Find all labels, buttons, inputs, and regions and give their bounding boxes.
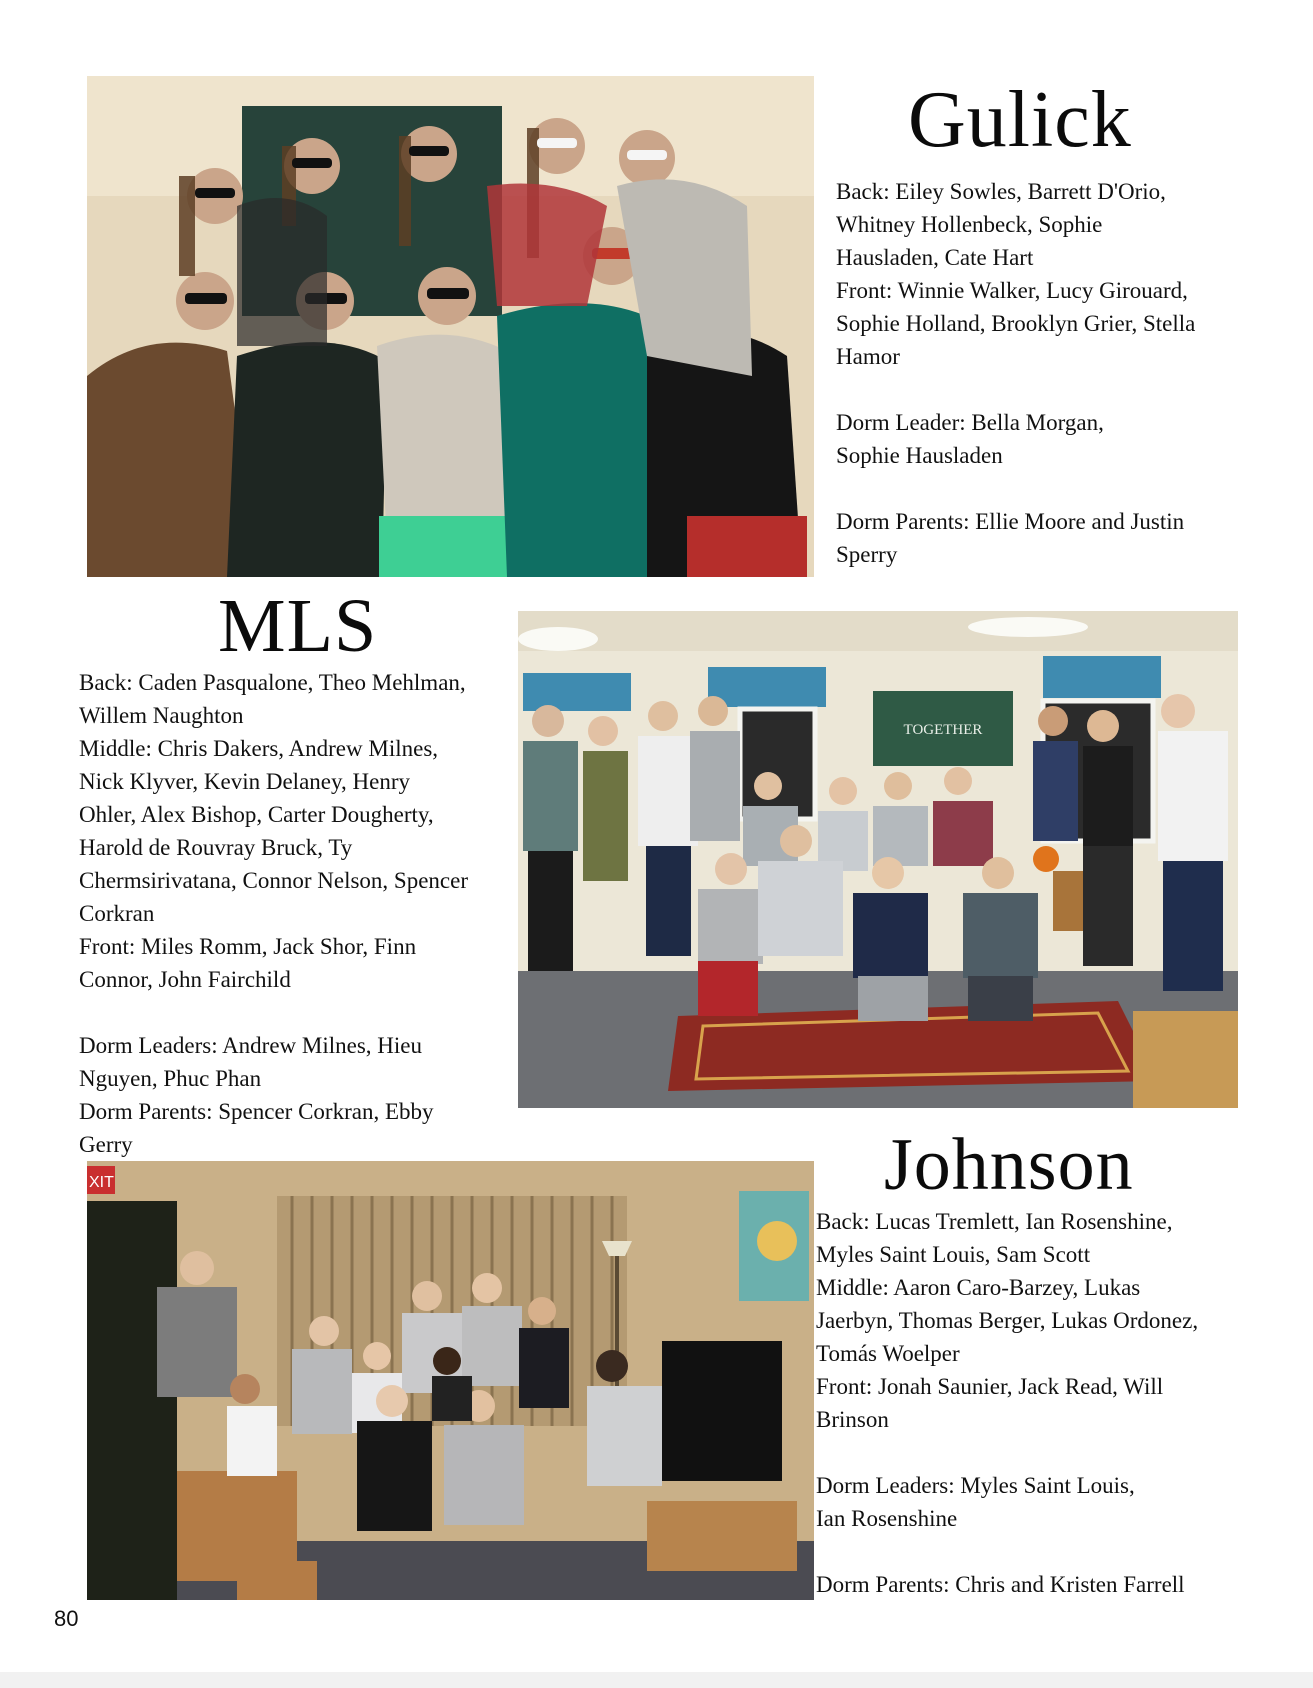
gulick-title: Gulick — [908, 76, 1132, 164]
caption-line: Ohler, Alex Bishop, Carter Dougherty, — [79, 802, 434, 827]
spacer — [836, 472, 1256, 505]
dorm-parents-line: Gerry — [79, 1132, 133, 1157]
johnson-exit-sign-text: XIT — [89, 1174, 114, 1191]
johnson-caption — [816, 1205, 1276, 1601]
caption-line: Tomás Woelper — [816, 1341, 960, 1366]
caption-line: Harold de Rouvray Bruck, Ty — [79, 835, 353, 860]
page-number: 80 — [54, 1606, 79, 1631]
dorm-parents-line: Dorm Parents: Spencer Corkran, Ebby — [79, 1099, 434, 1124]
dorm-leader-line: Dorm Leader: Bella Morgan, — [836, 410, 1104, 435]
gulick-photo — [87, 76, 814, 577]
caption-line: Hausladen, Cate Hart — [836, 245, 1034, 270]
dorm-parents-line: Dorm Parents: Ellie Moore and Justin — [836, 509, 1185, 534]
dorm-leader-line: Dorm Leaders: Myles Saint Louis, — [816, 1473, 1135, 1498]
johnson-photo — [87, 1161, 814, 1600]
caption-line: Back: Caden Pasqualone, Theo Mehlman, — [79, 670, 466, 695]
caption-line: Front: Winnie Walker, Lucy Girouard, — [836, 278, 1188, 303]
johnson-title: Johnson — [884, 1124, 1134, 1206]
mls-caption — [79, 666, 519, 1161]
dorm-parents-line: Sperry — [836, 542, 898, 567]
caption-line: Myles Saint Louis, Sam Scott — [816, 1242, 1091, 1267]
mls-photo — [518, 611, 1238, 1108]
caption-line: Brinson — [816, 1407, 889, 1432]
gulick-caption — [836, 175, 1256, 571]
caption-line: Front: Jonah Saunier, Jack Read, Will — [816, 1374, 1164, 1399]
caption-line: Back: Eiley Sowles, Barrett D'Orio, — [836, 179, 1166, 204]
caption-line: Connor, John Fairchild — [79, 967, 291, 992]
page-bottom-band — [0, 1672, 1313, 1688]
caption-line: Whitney Hollenbeck, Sophie — [836, 212, 1103, 237]
caption-line: Middle: Aaron Caro-Barzey, Lukas — [816, 1275, 1141, 1300]
spacer — [79, 996, 519, 1029]
caption-line: Front: Miles Romm, Jack Shor, Finn — [79, 934, 417, 959]
mls-banner-text: TOGETHER — [903, 722, 983, 738]
caption-line: Corkran — [79, 901, 155, 926]
dorm-leader-line: Nguyen, Phuc Phan — [79, 1066, 262, 1091]
caption-line: Jaerbyn, Thomas Berger, Lukas Ordonez, — [816, 1308, 1199, 1333]
spacer — [816, 1535, 1276, 1568]
spacer — [816, 1436, 1276, 1469]
caption-line: Back: Lucas Tremlett, Ian Rosenshine, — [816, 1209, 1173, 1234]
dorm-leader-line: Dorm Leaders: Andrew Milnes, Hieu — [79, 1033, 423, 1058]
caption-line: Willem Naughton — [79, 703, 244, 728]
caption-line: Nick Klyver, Kevin Delaney, Henry — [79, 769, 410, 794]
caption-line: Hamor — [836, 344, 900, 369]
dorm-leader-line: Ian Rosenshine — [816, 1506, 958, 1531]
caption-line: Sophie Holland, Brooklyn Grier, Stella — [836, 311, 1196, 336]
spacer — [836, 373, 1256, 406]
mls-title: MLS — [218, 584, 378, 668]
caption-line: Chermsirivatana, Connor Nelson, Spencer — [79, 868, 468, 893]
dorm-parents-line: Dorm Parents: Chris and Kristen Farrell — [816, 1572, 1185, 1597]
dorm-leader-line: Sophie Hausladen — [836, 443, 1003, 468]
caption-line: Middle: Chris Dakers, Andrew Milnes, — [79, 736, 439, 761]
